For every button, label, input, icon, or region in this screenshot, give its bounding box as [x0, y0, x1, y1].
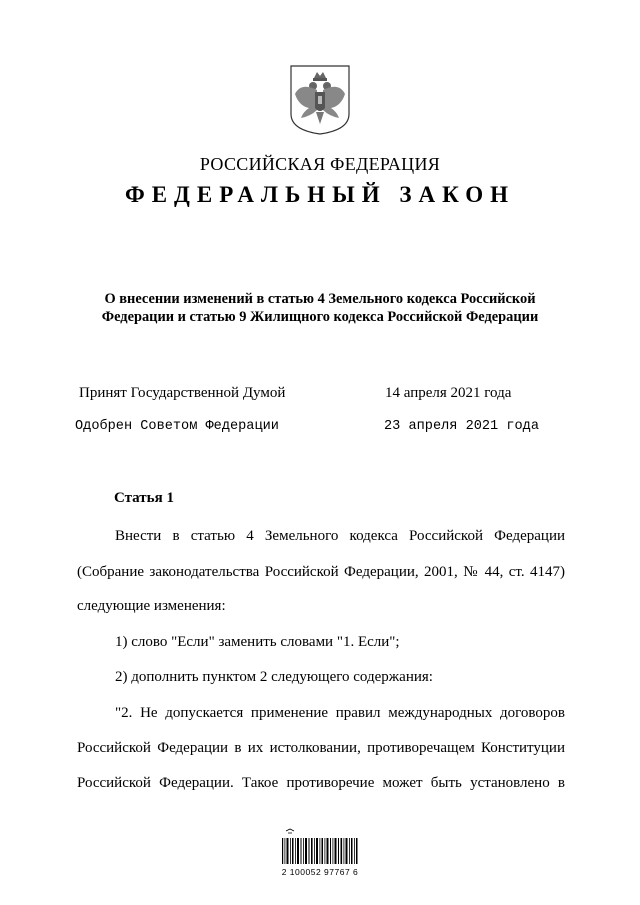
barcode-number: 2 100052 97767 6 — [281, 867, 359, 877]
law-subject-line: Федерации и статью 9 Жилищного кодекса Российской Федерации — [101, 309, 539, 325]
coat-of-arms-icon — [289, 64, 351, 136]
paragraph-line: Российской Федерации. Такое противоречие может быть установлено в — [77, 775, 565, 791]
paragraph-line: следующие изменения: — [77, 598, 226, 614]
list-item: 1) слово "Если" заменить словами "1. Если"; — [115, 634, 400, 650]
list-item: 2) дополнить пунктом 2 следующего содержания: — [115, 669, 433, 685]
law-subject — [70, 290, 570, 326]
law-subject-line: О внесении изменений в статью 4 Земельного кодекса Российской — [104, 291, 536, 307]
paragraph-line: Внести в статью 4 Земельного кодекса Российской Федерации — [115, 528, 565, 544]
country-title: РОССИЙСКАЯ ФЕДЕРАЦИЯ — [199, 154, 441, 174]
paragraph-line: Российской Федерации в их истолковании, противоречащем Конституции — [77, 740, 565, 756]
paragraph-line: (Собрание законодательства Российской Федерации, 2001, № 44, ст. 4147) — [77, 564, 565, 580]
paragraph-line: "2. Не допускается применение правил международных договоров — [115, 705, 565, 721]
approved-label: Одобрен Советом Федерации — [75, 419, 279, 434]
approved-date: 23 апреля 2021 года — [384, 419, 539, 434]
law-type-title: ФЕДЕРАЛЬНЫЙ ЗАКОН — [124, 182, 516, 207]
adopted-date: 14 апреля 2021 года — [385, 385, 512, 401]
article-title: Статья 1 — [114, 490, 174, 506]
adopted-label: Принят Государственной Думой — [79, 385, 286, 401]
barcode-icon — [280, 828, 360, 888]
